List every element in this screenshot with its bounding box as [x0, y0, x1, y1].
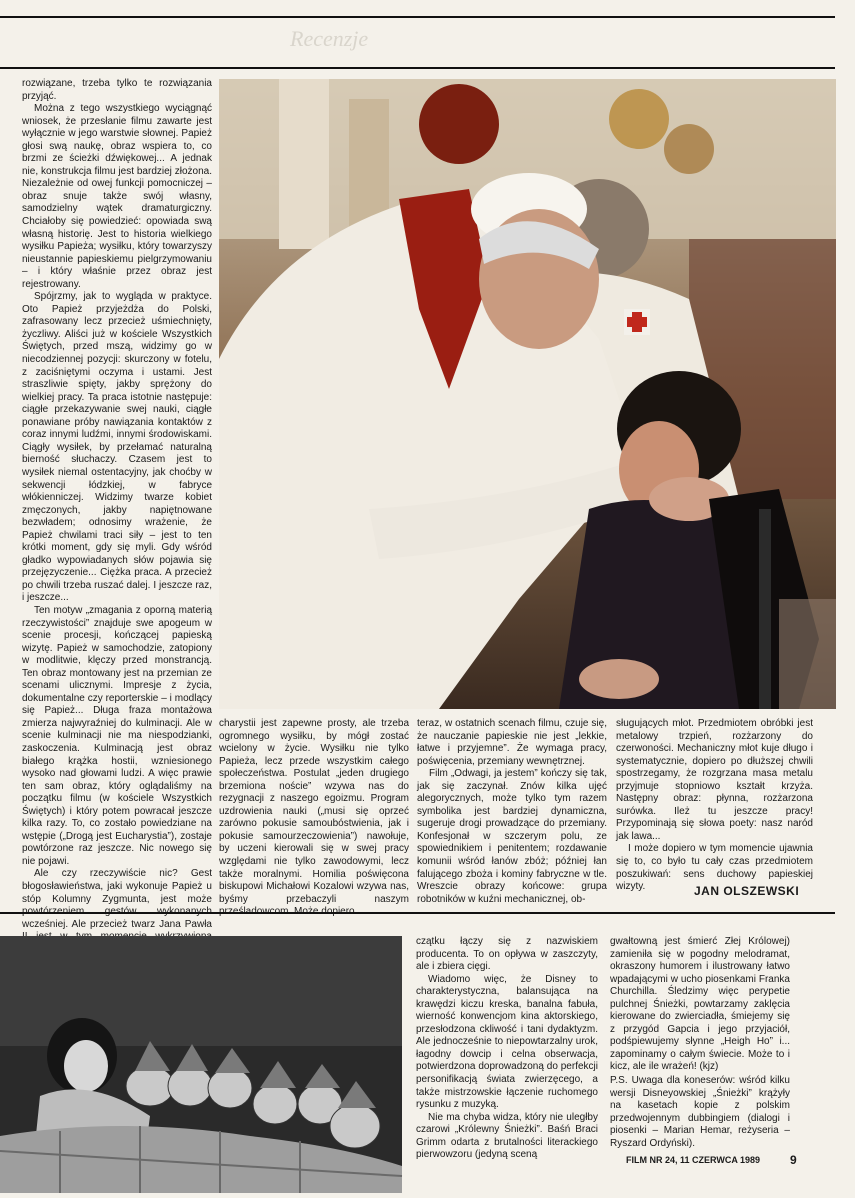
paragraph: Można z tego wszystkiego wyciągnąć wniosek, że przesłanie filmu zawarte jest wyłącznie w jego warstwie słownej. Papież głosi swą naukę, obraz wspiera to, co brzmi ze ścieżki dźwiękowej... A jednak nie, konstrukcja filmu jest bardziej złożona. Niezależnie od owej funkcji pomocniczej – obraz snuje także swój własny, samodzielny wątek dramaturgiczny. Chciałoby się powiedzieć: opowiada swą własną historię. Jest to historia wielkiego wysiłku Papieża; wysiłku, który towarzyszy nieustannie papieskiemu pielgrzymowaniu – i który właśnie przez obraz jest rejestrowany.	[22, 103, 212, 290]
review-column-right	[610, 936, 790, 1073]
pope-photo	[219, 79, 836, 709]
ps-note	[610, 1075, 790, 1149]
paragraph: gwałtowną jest śmierć Złej Królowej) zamieniła się w pogodny melodramat, okraszony humorem i ilustrowany łatwo wpadającymi w ucho piosenkami Franka Churchilla. Śledzimy więc perypetie pulchnej Śnieżki, powtarzamy zaklęcia kierowane do zwierciadła, śmiejemy się z przygód Gapcia i jego przyjaciół, podśpiewujemy słynne „Heigh Ho” i... zapominamy o całym świecie. Może to i kicz, ale ile wrażeń! (kjz)	[610, 936, 790, 1073]
paragraph: Wiadomo więc, że Disney to charakterystyczna, balansująca na krawędzi kiczu kreska, banalna fabuła, wierność konwencjom kina aktorskiego, przesłodzona ckliwość i tani dydaktyzm. Ale jednocześnie to niepowtarzalny urok, łagodny dowcip i celna obserwacja, potwierdzona doprowadzoną do perfekcji personifikacją świata zwierzęcego, a także mistrzowskie łączenie ruchomego rysunku z muzyką.	[416, 973, 598, 1111]
page-number: 9	[790, 1153, 797, 1167]
author-signature: JAN OLSZEWSKI	[694, 884, 800, 898]
paragraph: Spójrzmy, jak to wygląda w praktyce. Oto Papież przyjeżdża do Polski, zafrasowany lecz przecież uśmiechnięty, życzliwy. Aliści już w kościele Wszystkich Świętych, przed mszą, widzimy go w niecodziennej pozycji: skurczony w fotelu, z zaciśniętymi oczyma i ustami. Jest straszliwie spięty, jakby sprężony do wielkiej pracy. Ta praca istotnie następuje: ciągłe przekazywanie swej nauki, ciągłe ponawiane próby nawiązania kontaktów z coraz innymi ludźmi, innymi środowiskami. Ciągły wysiłek, by przełamać naturalną bierność słuchaczy. Czasem jest to wysiłek niemal ostentacyjny, jak choćby w sekwencji łódzkiej, w fabryce włókienniczej. Widzimy twarze kobiet zmęczonych, jakby napiętnowane bezwładem; odnosimy wrażenie, że Papież chwilami traci siły – jest to ten krótki moment, gdy się myli. Gdy wśród gładko wypowiadanych słów pojawia się przejęzyczenie... Ciężka praca. A przecież po chwili trzeba ruszać dalej. I jeszcze raz, i jeszcze...	[22, 291, 212, 604]
paragraph: teraz, w ostatnich scenach filmu, czuje się, że nauczanie papieskie nie jest „lekkie, łatwe i przyjemne”. Że wymaga pracy, poświęcenia, przemiany wewnętrznej.	[417, 718, 607, 767]
paragraph: sługujących młot. Przedmiotem obróbki jest metalowy trzpień, rozżarzony do czerwoności. Mechaniczny młot kuje długo i systematycznie, dopiero po dłuższej chwili spostrzegamy, że rozgrzana masa metalu przyjmuje stopniowo kształt krzyża. Następny obraz: płynna, rozżarzona surówka. Ileż tu jeszcze pracy! Przypominają się słowa poety: nasz naród jak lawa...	[616, 718, 813, 842]
article-column-mid1	[219, 718, 409, 903]
paragraph: rozwiązane, trzeba tylko te rozwiązania przyjąć.	[22, 78, 212, 102]
article-column-left	[22, 78, 212, 930]
header-faint-text: Recenzje	[290, 26, 369, 51]
paragraph: I może dopiero w tym momencie ujawnia się to, co było tu cały czas przedmiotem poszukiwań: sens duchowy papieskiej wizyty.	[616, 843, 813, 893]
article-column-mid2	[417, 718, 607, 903]
footer-issue: FILM NR 24, 11 CZERWCA 1989	[626, 1155, 761, 1165]
paragraph: Ten motyw „zmagania z oporną materią rzeczywistości” znajduje swe apogeum w scenie procesji, kończącej papieską wizytę. Papież w samochodzie, zatopiony w modlitwie, klęczy przed monstrancją. Ten obraz montowany jest na przemian ze scenami ulicznymi. Impresje z życia, dokumentalne czy reporterskie – i modlący się Papież... Długa fraza montażowa zmierza najwyraźniej do kulminacji. Ale w scenie kulminacji nie ma niespodzianki, zaskoczenia. Kulminacją jest obraz białego krążka hostii, wzniesionego wysoko nad głowami ludzi. A więc prawie ten sam obraz, który oglądaliśmy na początku filmu (w kościele Wszystkich Świętych) i który potem powracał jeszcze kilka razy. To, co zostało powiedziane na wstępie („Drogą jest Eucharystia”), zostaje powtórzone raz jeszcze. Nic nowego się nie pojawi.	[22, 604, 212, 867]
top-rule-2	[0, 67, 835, 69]
paragraph: czątku łączy się z nazwiskiem producenta. To on opływa w zaszczyty, ale i zbiera cięgi.	[416, 936, 598, 973]
paragraph: charystii jest zapewne prosty, ale trzeba ogromnego wysiłku, by mógł zostać wcielony w życie. Wysiłku nie tylko Papieża, lecz przede wszystkim całego społeczeństwa. Postulat „jeden drugiego brzemiona noście” wzywa nas do rezygnacji z naszego egoizmu. Program uzdrowienia nauki („musi się oprzeć zarówno pokusie samoubóstwienia, jak i pokusie samourzeczowienia”) nawołuje, by uczeni kierowali się w swej pracy względami nie tylko zawodowymi, lecz także moralnymi. Homilia poświęcona biskupowi Michałowi Kozalowi wzywa nas, byśmy przebaczyli naszym	[219, 718, 409, 905]
paragraph: Nie ma chyba widza, który nie uległby czarowi „Królewny Śnieżki”. Baśń Braci Grimm odarta z brutalności literackiego pierwowzoru (jedyną sceną	[416, 1111, 598, 1161]
snow-white-still	[0, 936, 402, 1193]
paragraph: Ale czy rzeczywiście nic? Gest błogosławieństwa, jaki wykonuje Papież u stóp Kolumny Zygmunta, jest może wcześniej. Ale przecież twarz Jana Pawła	[22, 868, 212, 930]
review-column-mid	[416, 936, 598, 1161]
paragraph: P.S. Uwaga dla koneserów: wśród kilku wersji Disneyowskiej „Śnieżki” krążyły na kasetach kopie z polskim przedwojennym dubbingiem (dialogi i piosenki – Marian Hemar, reżyseria – Ryszard Ordyński).	[610, 1075, 790, 1149]
top-rule	[0, 16, 835, 18]
section-rule	[0, 912, 835, 914]
paragraph: Film „Odwagi, ja jestem” kończy się tak, jak się zaczynał. Znów kilka ujęć alegorycznych, może tylko tym razem symbolika jest bardziej dynamiczna, sugeruje drogi prowadzące do przemiany. Konfesjonał w szczerym polu, ze spowiednikiem i penitentem; rozdawanie komunii wśród łanów zbóż; później łan falującego zboża i kominy fabryczne w tle. Wreszcie obrazy końcowe: grupa robotników w kuźni mechanicznej, ob-	[417, 768, 607, 905]
